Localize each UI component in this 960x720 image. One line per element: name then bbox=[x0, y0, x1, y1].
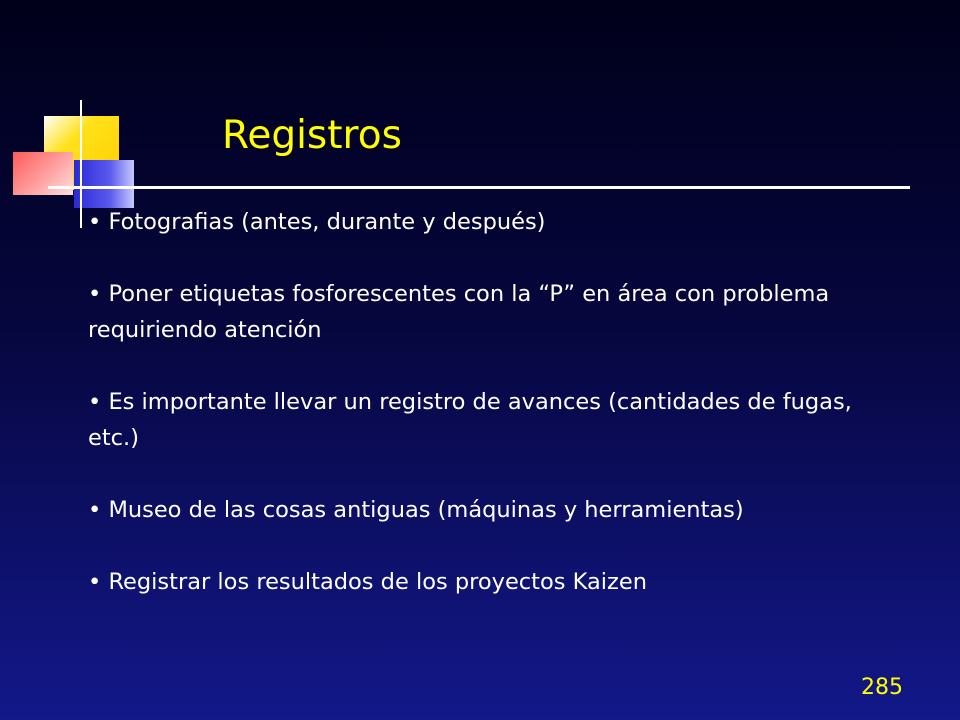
page-number: 285 bbox=[861, 675, 903, 700]
bullet-item: • Es importante llevar un registro de avances (cantidades de fugas, etc.) bbox=[88, 384, 878, 456]
slide-title: Registros bbox=[222, 113, 402, 158]
decor-blue-square bbox=[74, 160, 134, 208]
title-underline bbox=[48, 186, 910, 189]
bullet-item: • Museo de las cosas antiguas (máquinas y herramientas) bbox=[88, 492, 878, 528]
bullet-item: • Fotografias (antes, durante y después) bbox=[88, 204, 878, 240]
bullet-item: • Poner etiquetas fosforescentes con la “P” en área con problema requiriendo atención bbox=[88, 276, 878, 348]
bullet-item: • Registrar los resultados de los proyectos Kaizen bbox=[88, 564, 878, 600]
bullet-list bbox=[88, 204, 878, 600]
decor-vertical-line bbox=[80, 100, 82, 228]
